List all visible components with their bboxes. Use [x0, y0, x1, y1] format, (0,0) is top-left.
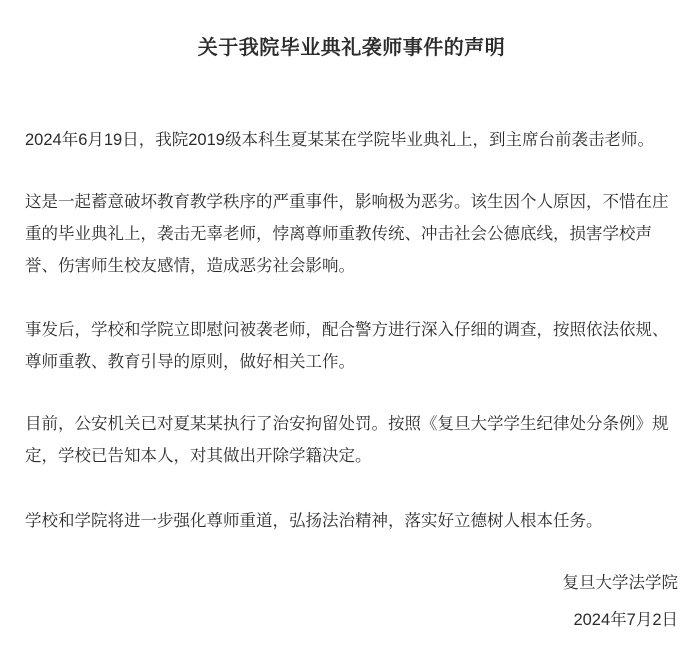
statement-paragraph-commitment: 学校和学院将进一步强化尊师重道，弘扬法治精神，落实好立德树人根本任务。 — [25, 512, 603, 530]
statement-paragraph-condemnation: 这是一起蓄意破坏教育教学秩序的严重事件，影响极为恶劣。该生因个人原因，不惜在庄重的毕业典礼上，袭击无辜老师，悖离尊师重教传统、冲击社会公德底线，损害学校声誉、伤害师生校友感情，造成恶劣社会影响。 — [25, 193, 669, 275]
statement-paragraph-response: 事发后，学校和学院立即慰问被袭老师，配合警方进行深入仔细的调查，按照依法依规、尊师重教、教育引导的原则，做好相关工作。 — [25, 321, 669, 371]
signature-organization: 复旦大学法学院 — [562, 574, 678, 592]
statement-paragraph-incident: 2024年6月19日，我院2019级本科生夏某某在学院毕业典礼上，到主席台前袭击老师。 — [25, 131, 654, 149]
statement-footer — [25, 567, 678, 636]
statement-title: 关于我院毕业典礼袭师事件的声明 — [197, 37, 506, 59]
signature-date: 2024年7月2日 — [573, 611, 678, 629]
statement-paragraph-punishment: 目前，公安机关已对夏某某执行了治安拘留处罚。按照《复旦大学学生纪律处分条例》规定，学校已告知本人，对其做出开除学籍决定。 — [25, 415, 669, 465]
